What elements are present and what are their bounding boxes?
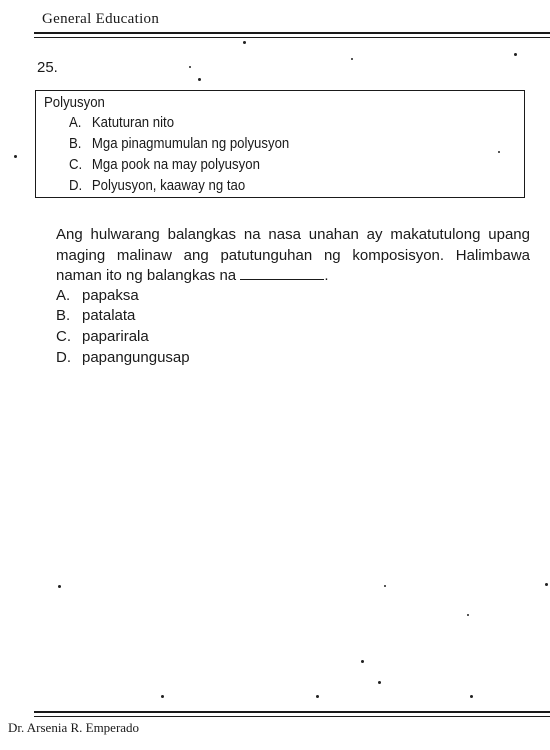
running-footer: Dr. Arsenia R. Emperado — [8, 720, 140, 735]
outline-item — [69, 135, 289, 152]
outline-item-text: Polyusyon, kaaway ng tao — [91, 177, 246, 194]
choice-letter: C. — [56, 328, 71, 345]
scan-speck — [467, 614, 469, 616]
footer-rule — [34, 711, 550, 713]
scan-speck — [378, 681, 381, 684]
outline-item-text: Katuturan nito — [91, 114, 175, 131]
outline-item — [69, 177, 245, 194]
choice-a[interactable] — [56, 287, 139, 304]
outline-item-letter: D. — [69, 177, 83, 194]
header-rule — [34, 32, 550, 34]
choice-letter: D. — [56, 349, 71, 366]
outline-box — [35, 90, 525, 198]
choice-d[interactable] — [56, 349, 190, 366]
scan-speck — [470, 695, 473, 698]
outline-item — [69, 114, 174, 131]
scan-speck — [361, 660, 364, 663]
choice-letter: A. — [56, 287, 71, 304]
scan-speck — [14, 155, 17, 158]
scan-speck — [498, 151, 500, 153]
choice-b[interactable] — [56, 307, 135, 324]
stem-end: . — [324, 267, 329, 284]
choice-text: paparirala — [82, 328, 149, 345]
choice-text: papangungusap — [82, 349, 190, 366]
answer-blank — [240, 267, 324, 280]
scan-speck — [384, 585, 386, 587]
scan-speck — [189, 66, 191, 68]
outline-item-letter: C. — [69, 156, 83, 173]
outline-item-letter: A. — [69, 114, 82, 131]
outline-item-text: Mga pook na may polyusyon — [91, 156, 260, 173]
footer-rule-thin — [34, 716, 550, 717]
scan-speck — [316, 695, 319, 698]
scan-speck — [58, 585, 61, 588]
scan-speck — [514, 53, 517, 56]
scan-speck — [545, 583, 548, 586]
choice-c[interactable] — [56, 328, 149, 345]
scan-speck — [351, 58, 353, 60]
header-rule-thin — [34, 37, 550, 38]
question-number: 25. — [37, 59, 58, 76]
choice-text: patalata — [82, 307, 136, 324]
outline-item-text: Mga pinagmumulan ng polyusyon — [91, 135, 290, 152]
choice-text: papaksa — [82, 287, 139, 304]
outline-item — [69, 156, 260, 173]
scan-speck — [198, 78, 201, 81]
running-header: General Education — [42, 11, 160, 27]
question-stem — [56, 225, 530, 287]
scan-speck — [161, 695, 164, 698]
scan-speck — [243, 41, 246, 44]
choice-letter: B. — [56, 307, 71, 324]
outline-title: Polyusyon — [44, 94, 105, 111]
stem-text: Ang hulwarang balangkas na nasa unahan ay makatutulong upang maging malinaw ang patutunguhan ng komposisyon. Halimbawa naman ito ng balangkas na — [56, 226, 530, 284]
outline-item-letter: B. — [69, 135, 82, 152]
